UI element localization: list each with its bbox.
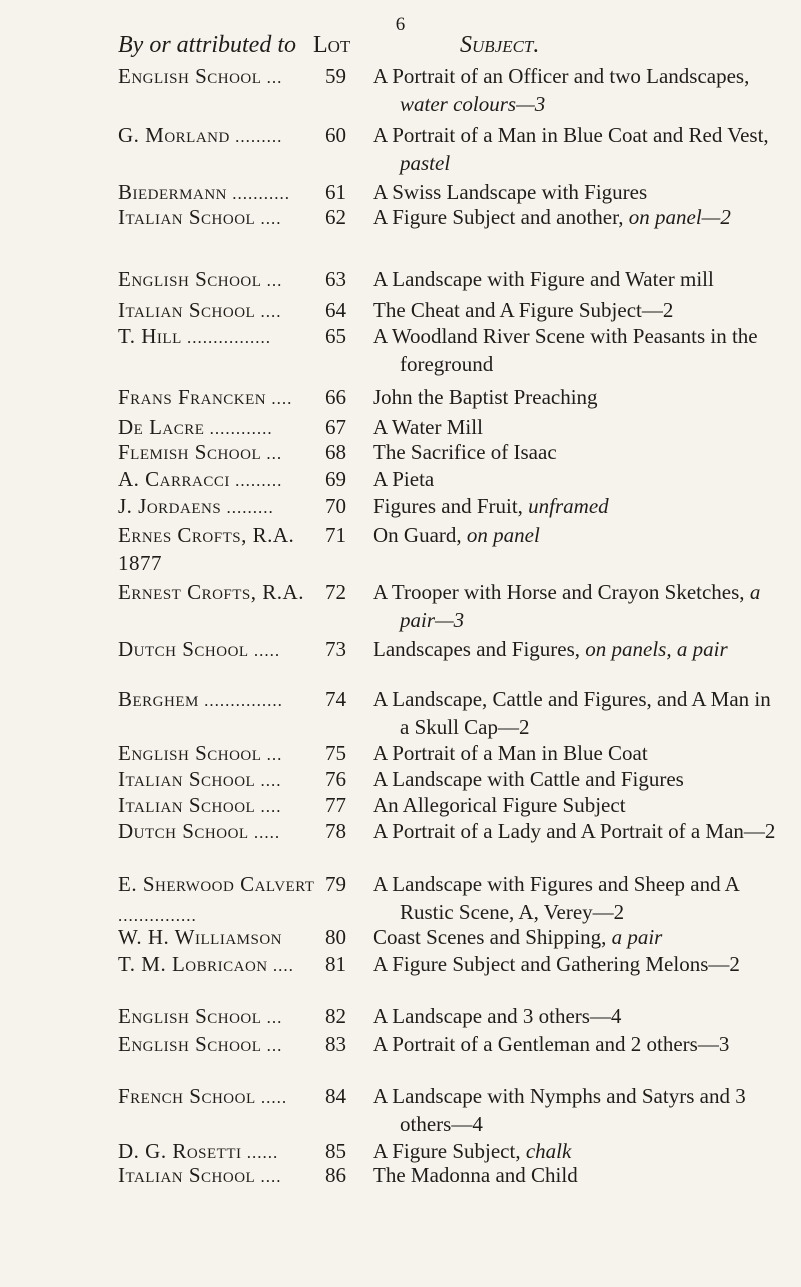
- subject-text: The Madonna and Child: [373, 1163, 578, 1187]
- subject-medium: a pair—3: [400, 580, 761, 632]
- leader-dots: ....: [267, 956, 294, 975]
- attribution-text: English School: [118, 1032, 262, 1056]
- subject: [373, 1002, 783, 1030]
- attribution: [118, 1082, 318, 1112]
- attribution-text: A. Carracci: [118, 467, 230, 491]
- subject-text: A Woodland River Scene with Peasants in the foreground: [373, 324, 758, 376]
- leader-dots: ...........: [227, 184, 290, 203]
- lot-number: 65: [325, 324, 346, 348]
- attribution-text: French School: [118, 1084, 256, 1108]
- lot-number: 71: [325, 523, 346, 547]
- attribution-text: Biedermann: [118, 180, 227, 204]
- subject-text: A Landscape, Cattle and Figures, and A Man in a Skull Cap—2: [373, 687, 771, 739]
- subject-text: A Portrait of a Lady and A Portrait of a Man—2: [373, 819, 776, 843]
- subject: [373, 438, 783, 466]
- subject-text: A Water Mill: [373, 415, 483, 439]
- subject-text: The Sacrifice of Isaac: [373, 440, 557, 464]
- subject: [373, 791, 783, 819]
- subject: [373, 817, 783, 845]
- lot-number: 80: [325, 925, 346, 949]
- attribution-text: Ernes Crofts, R.A. 1877: [118, 523, 295, 575]
- attribution-text: T. Hill: [118, 324, 182, 348]
- lot-number: 72: [325, 580, 346, 604]
- leader-dots: ............: [204, 419, 273, 438]
- subject: [373, 296, 783, 324]
- subject-text: A Landscape with Nymphs and Satyrs and 3 others—4: [373, 1084, 746, 1136]
- subject-text: A Portrait of a Gentleman and 2 others—3: [373, 1032, 730, 1056]
- lot-number: 61: [325, 180, 346, 204]
- subject-medium: unframed: [522, 494, 609, 518]
- subject: [373, 203, 783, 231]
- subject: [373, 923, 783, 951]
- leader-dots: ...: [261, 1008, 283, 1027]
- header-subject: Subject.: [460, 32, 540, 58]
- lot-number: 68: [325, 440, 346, 464]
- lot-number: 81: [325, 952, 346, 976]
- attribution-text: Berghem: [118, 687, 199, 711]
- subject-text: John the Baptist Preaching: [373, 385, 598, 409]
- subject: [373, 1161, 783, 1189]
- leader-dots: .....: [248, 823, 281, 842]
- subject: [373, 685, 783, 741]
- subject-text: A Figure Subject,: [373, 1139, 521, 1163]
- subject-text: A Landscape with Cattle and Figures: [373, 767, 684, 791]
- attribution-text: Frans Francken: [118, 385, 267, 409]
- subject-text: A Landscape with Figures and Sheep and A Rustic Scene, A, Verey—2: [373, 872, 739, 924]
- attribution: [118, 322, 318, 352]
- attribution-text: Ernest Crofts, R.A.: [118, 580, 304, 604]
- subject-text: Coast Scenes and Shipping,: [373, 925, 607, 949]
- attribution: [118, 950, 318, 980]
- attribution-text: G. Morland: [118, 123, 230, 147]
- attribution: [118, 635, 318, 665]
- subject: [373, 121, 783, 177]
- attribution-text: E. Sherwood Calvert: [118, 872, 315, 896]
- lot-number: 85: [325, 1139, 346, 1163]
- leader-dots: .........: [229, 127, 283, 146]
- subject-text: A Figure Subject and Gathering Melons—2: [373, 952, 740, 976]
- leader-dots: ....: [255, 771, 282, 790]
- attribution-text: Italian School: [118, 793, 256, 817]
- attribution: [118, 465, 318, 495]
- subject-medium: on panel: [461, 523, 540, 547]
- leader-dots: ...............: [118, 906, 197, 925]
- subject-text: A Portrait of a Man in Blue Coat and Red Vest,: [373, 123, 769, 147]
- lot-number: 75: [325, 741, 346, 765]
- lot-number: 59: [325, 64, 346, 88]
- subject-medium: on panels, a pair: [580, 637, 728, 661]
- subject-medium: chalk: [520, 1139, 572, 1163]
- leader-dots: .....: [255, 1088, 288, 1107]
- subject-text: The Cheat and A Figure Subject—2: [373, 298, 674, 322]
- lot-number: 60: [325, 123, 346, 147]
- attribution-text: Italian School: [118, 1163, 256, 1187]
- subject: [373, 521, 783, 549]
- attribution: [118, 492, 318, 522]
- attribution: [118, 62, 318, 92]
- subject-medium: water colours—3: [400, 92, 546, 116]
- subject: [373, 635, 783, 663]
- subject-text: A Trooper with Horse and Crayon Sketches,: [373, 580, 745, 604]
- attribution: [118, 438, 318, 468]
- leader-dots: ...: [261, 271, 283, 290]
- leader-dots: ....: [255, 1167, 282, 1186]
- leader-dots: ....: [266, 389, 293, 408]
- lot-number: 86: [325, 1163, 346, 1187]
- attribution: [118, 923, 318, 953]
- leader-dots: ....: [255, 209, 282, 228]
- leader-dots: ...: [261, 68, 283, 87]
- attribution: [118, 265, 318, 295]
- subject-medium: pastel: [400, 151, 451, 175]
- attribution: [118, 817, 318, 847]
- attribution: [118, 1030, 318, 1060]
- lot-number: 63: [325, 267, 346, 291]
- attribution-text: T. M. Lobricaon: [118, 952, 268, 976]
- subject: [373, 765, 783, 793]
- lot-number: 76: [325, 767, 346, 791]
- subject-text: A Portrait of an Officer and two Landscapes,: [373, 64, 750, 88]
- lot-number: 83: [325, 1032, 346, 1056]
- leader-dots: ...: [261, 745, 283, 764]
- subject: [373, 62, 783, 118]
- subject: [373, 178, 783, 206]
- subject-text: Figures and Fruit,: [373, 494, 523, 518]
- subject-text: A Swiss Landscape with Figures: [373, 180, 648, 204]
- attribution-text: Flemish School: [118, 440, 262, 464]
- attribution-text: Dutch School: [118, 819, 249, 843]
- attribution-text: Dutch School: [118, 637, 249, 661]
- attribution-text: Italian School: [118, 205, 256, 229]
- attribution: [118, 203, 318, 233]
- leader-dots: ...: [261, 1036, 283, 1055]
- leader-dots: ......: [241, 1143, 279, 1162]
- subject-text: An Allegorical Figure Subject: [373, 793, 626, 817]
- subject: [373, 492, 783, 520]
- subject-text: Landscapes and Figures,: [373, 637, 581, 661]
- subject: [373, 578, 783, 634]
- header-lot: Lot: [313, 32, 351, 58]
- subject-text: A Pieta: [373, 467, 435, 491]
- leader-dots: .........: [221, 498, 274, 517]
- lot-number: 67: [325, 415, 346, 439]
- attribution-text: De Lacre: [118, 415, 205, 439]
- subject: [373, 739, 783, 767]
- subject: [373, 1082, 783, 1138]
- attribution-text: English School: [118, 267, 262, 291]
- attribution-text: J. Jordaens: [118, 494, 222, 518]
- subject: [373, 265, 783, 293]
- subject: [373, 383, 783, 411]
- attribution: [118, 1161, 318, 1191]
- lot-number: 74: [325, 687, 346, 711]
- subject-text: A Portrait of a Man in Blue Coat: [373, 741, 648, 765]
- subject: [373, 322, 783, 378]
- attribution-text: Italian School: [118, 767, 256, 791]
- lot-number: 82: [325, 1004, 346, 1028]
- subject-text: A Landscape with Figure and Water mill: [373, 267, 714, 291]
- attribution: [118, 870, 318, 930]
- leader-dots: ....: [255, 797, 282, 816]
- attribution: [118, 578, 318, 608]
- lot-number: 66: [325, 385, 346, 409]
- lot-number: 62: [325, 205, 346, 229]
- leader-dots: ....: [255, 302, 282, 321]
- attribution-text: English School: [118, 1004, 262, 1028]
- attribution-text: D. G. Rosetti: [118, 1139, 242, 1163]
- lot-number: 79: [325, 872, 346, 896]
- attribution-text: English School: [118, 741, 262, 765]
- subject-medium: a pair: [606, 925, 663, 949]
- leader-dots: .........: [229, 471, 283, 490]
- subject-medium: on panel—2: [623, 205, 731, 229]
- subject: [373, 1030, 783, 1058]
- lot-number: 73: [325, 637, 346, 661]
- attribution: [118, 121, 318, 151]
- leader-dots: ................: [181, 328, 272, 347]
- attribution: [118, 521, 318, 579]
- attribution: [118, 1002, 318, 1032]
- subject: [373, 950, 783, 978]
- leader-dots: ...: [261, 444, 283, 463]
- page-number: 6: [395, 14, 406, 35]
- attribution-text: Italian School: [118, 298, 256, 322]
- subject: [373, 870, 783, 926]
- lot-number: 64: [325, 298, 346, 322]
- attribution: [118, 383, 318, 413]
- lot-number: 69: [325, 467, 346, 491]
- leader-dots: .....: [248, 641, 281, 660]
- lot-number: 78: [325, 819, 346, 843]
- subject-text: A Figure Subject and another,: [373, 205, 624, 229]
- lot-number: 77: [325, 793, 346, 817]
- attribution-text: English School: [118, 64, 262, 88]
- lot-number: 84: [325, 1084, 346, 1108]
- subject-text: On Guard,: [373, 523, 462, 547]
- subject: [373, 413, 783, 441]
- subject: [373, 465, 783, 493]
- attribution-text: W. H. Williamson: [118, 925, 282, 949]
- subject-text: A Landscape and 3 others—4: [373, 1004, 622, 1028]
- lot-number: 70: [325, 494, 346, 518]
- leader-dots: ...............: [198, 691, 283, 710]
- header-attribution: By or attributed to: [118, 32, 296, 58]
- attribution: [118, 685, 318, 715]
